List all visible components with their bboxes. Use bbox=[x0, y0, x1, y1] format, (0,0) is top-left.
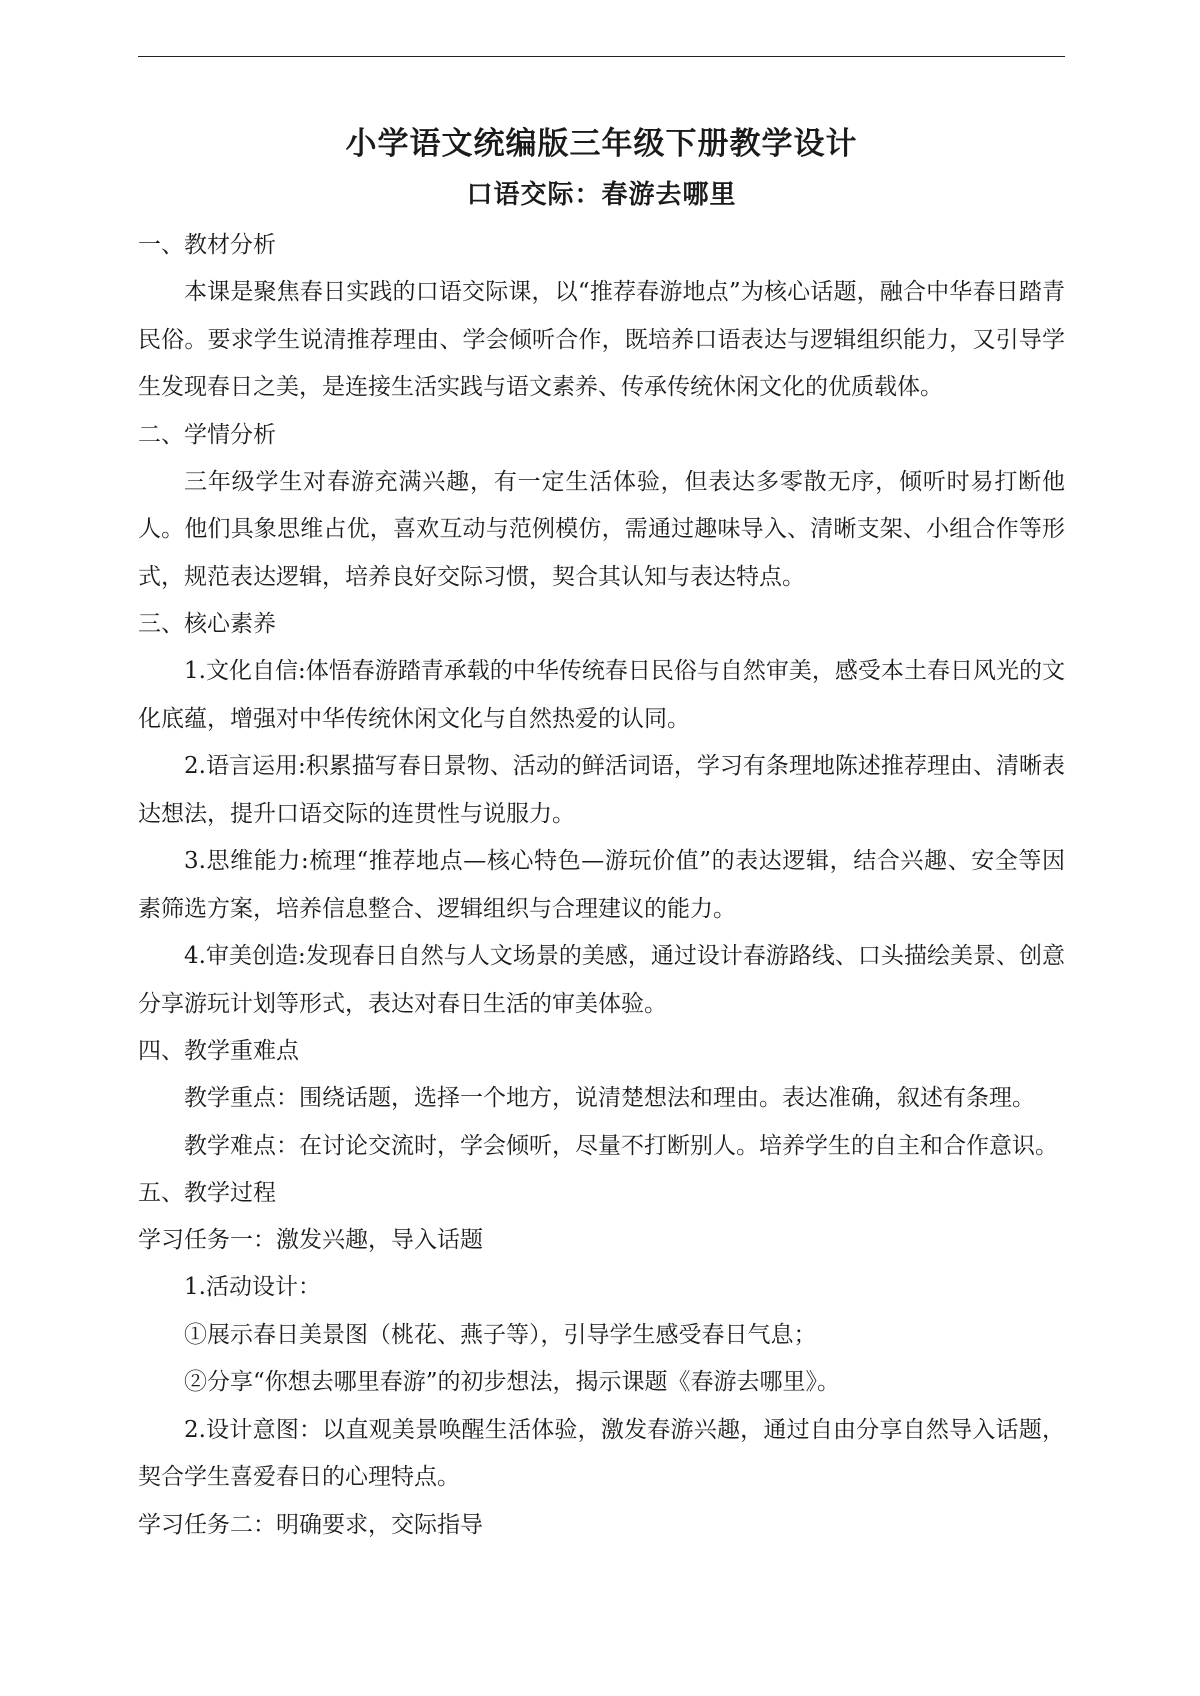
task-one-intent: 2.设计意图：以直观美景唤醒生活体验，激发春游兴趣，通过自由分享自然导入话题，契合学生喜爱春日的心理特点。 bbox=[138, 1416, 1065, 1490]
task-one-heading: 学习任务一：激发兴趣，导入话题 bbox=[138, 1227, 483, 1253]
task-one-step-2: ②分享“你想去哪里春游”的初步想法，揭示课题《春游去哪里》。 bbox=[184, 1369, 841, 1395]
section-paragraph-analysis: 本课是聚焦春日实践的口语交际课，以“推荐春游地点”为核心话题，融合中华春日踏青民俗。要求学生说清推荐理由、学会倾听合作，既培养口语表达与逻辑组织能力，又引导学生发现春日之美，是连接生活实践与语文素养、传承传统休闲文化的优质载体。 bbox=[138, 279, 1065, 400]
section-heading-student: 二、学情分析 bbox=[138, 421, 276, 448]
keypoint-difficulty: 教学难点：在讨论交流时，学会倾听，尽量不打断别人。培养学生的自主和合作意识。 bbox=[184, 1132, 1058, 1159]
keypoint-focus: 教学重点：围绕话题，选择一个地方，说清楚想法和理由。表达准确，叙述有条理。 bbox=[184, 1085, 1035, 1111]
task-one-step-1: ①展示春日美景图（桃花、燕子等），引导学生感受春日气息； bbox=[184, 1321, 817, 1348]
literacy-item-aesthetic: 4.审美创造:发现春日自然与人文场景的美感，通过设计春游路线、口头描绘美景、创意分享游玩计划等形式，表达对春日生活的审美体验。 bbox=[138, 943, 1065, 1017]
task-one-design-label: 1.活动设计： bbox=[184, 1274, 321, 1300]
document-body bbox=[138, 118, 1065, 1549]
literacy-item-language: 2.语言运用:积累描写春日景物、活动的鲜活词语，学习有条理地陈述推荐理由、清晰表达想法，提升口语交际的连贯性与说服力。 bbox=[138, 753, 1065, 827]
section-paragraph-student: 三年级学生对春游充满兴趣，有一定生活体验，但表达多零散无序，倾听时易打断他人。他们具象思维占优，喜欢互动与范例模仿，需通过趣味导入、清晰支架、小组合作等形式，规范表达逻辑，培养良好交际习惯，契合其认知与表达特点。 bbox=[138, 468, 1065, 590]
section-heading-keypoints: 四、教学重难点 bbox=[138, 1038, 299, 1064]
section-heading-literacy: 三、核心素养 bbox=[138, 611, 276, 637]
section-heading-analysis: 一、教材分析 bbox=[138, 232, 276, 258]
section-heading-process: 五、教学过程 bbox=[138, 1180, 276, 1206]
literacy-item-culture: 1.文化自信:体悟春游踏青承载的中华传统春日民俗与自然审美，感受本土春日风光的文化底蕴，增强对中华传统休闲文化与自然热爱的认同。 bbox=[138, 658, 1065, 732]
literacy-item-thinking: 3.思维能力:梳理“推荐地点—核心特色—游玩价值”的表达逻辑，结合兴趣、安全等因素筛选方案，培养信息整合、逻辑组织与合理建议的能力。 bbox=[138, 848, 1065, 922]
header-rule bbox=[138, 56, 1065, 57]
task-two-heading: 学习任务二：明确要求，交际指导 bbox=[138, 1511, 483, 1538]
document-title: 小学语文统编版三年级下册教学设计 bbox=[345, 126, 858, 162]
document-subtitle: 口语交际：春游去哪里 bbox=[466, 180, 737, 210]
